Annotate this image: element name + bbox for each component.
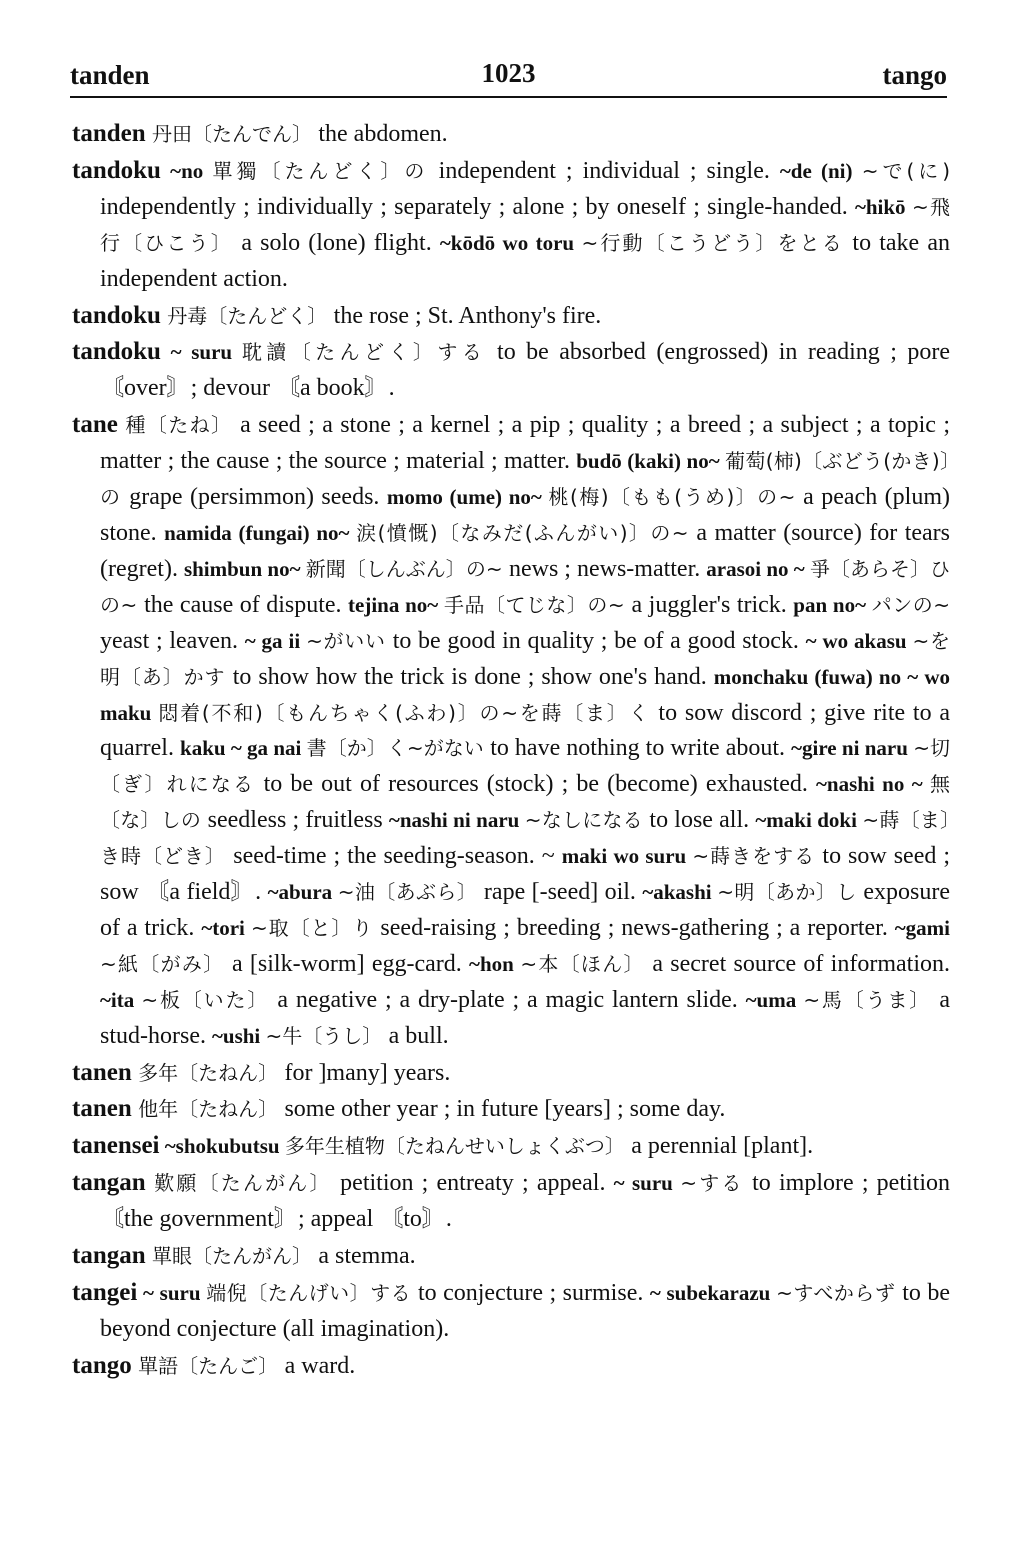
- japanese-text: 耽讀〔たんどく〕する: [241, 340, 498, 365]
- japanese-text: 丹田〔たんでん〕: [145, 122, 319, 146]
- definition-text: a peach (plum) stone.: [100, 484, 950, 546]
- definition-text: a ward.: [284, 1352, 356, 1379]
- definition-text: independent ; individual ; single.: [438, 157, 780, 184]
- japanese-text: ~油〔あぶら〕: [337, 880, 484, 905]
- romaji-phrase: monchaku (fuwa) no ~ wo maku: [100, 664, 951, 725]
- dictionary-entry: [72, 334, 950, 407]
- entry-headword: tandoku: [72, 338, 161, 366]
- japanese-text: ~取〔と〕り: [251, 915, 381, 940]
- japanese-text: ~飛行〔ひこう〕: [100, 194, 950, 255]
- dictionary-entry: [72, 1238, 950, 1275]
- definition-text: a seed ; a stone ; a kernel ; a pip ; quality ; a breed ; a subject ; a topic ; matter ; the cause ; the source ; material ; matter.: [100, 412, 950, 475]
- definition-text: the cause of dispute.: [144, 591, 349, 618]
- definition-text: to lose all.: [649, 807, 756, 834]
- japanese-text: 爭〔あらそ〕ひの~: [100, 556, 950, 617]
- japanese-text: ~馬〔うま〕: [803, 987, 940, 1012]
- entry-headword: tangei: [72, 1279, 138, 1306]
- japanese-text: ~を明〔あ〕かす: [100, 628, 950, 689]
- japanese-text: ~蒔〔ま〕き時〔どき〕: [100, 808, 951, 869]
- romaji-phrase: shimbun no~: [183, 556, 306, 581]
- romaji-phrase: ~ subekarazu: [649, 1281, 777, 1305]
- definition-text: to be good in quality ; be of a good stock.: [392, 627, 806, 654]
- dictionary-entry: [72, 1165, 950, 1238]
- right-guide-word: tango: [882, 60, 947, 90]
- definition-text: a stemma.: [318, 1243, 416, 1270]
- japanese-text: ~行動〔こうどう〕をとる: [581, 230, 853, 255]
- japanese-text: ~がいい: [306, 628, 393, 653]
- japanese-text: 無〔な〕しの: [100, 772, 950, 833]
- romaji-phrase: ~gami: [894, 915, 950, 940]
- japanese-text: パンの~: [871, 592, 950, 617]
- romaji-phrase: ~nashi no ~: [815, 772, 930, 797]
- definition-text: a stud-horse.: [100, 986, 950, 1049]
- romaji-phrase: ~ suru: [613, 1171, 681, 1196]
- romaji-phrase: ~ wo akasu: [805, 628, 913, 653]
- romaji-phrase: ~ ga ii: [244, 628, 307, 653]
- romaji-phrase: ~abura: [267, 880, 338, 905]
- definition-text: the abdomen.: [318, 121, 448, 147]
- romaji-phrase: ~ushi: [211, 1023, 266, 1048]
- romaji-phrase: ~ita: [100, 987, 142, 1012]
- romaji-phrase: ~ suru: [160, 340, 242, 365]
- dictionary-entry: [72, 1091, 950, 1128]
- japanese-text: ~なしになる: [524, 808, 650, 833]
- japanese-text: ~紙〔がみ〕: [100, 951, 232, 976]
- definition-text: rape [-seed] oil.: [483, 879, 643, 906]
- japanese-text: 單眼〔たんがん〕: [145, 1244, 319, 1269]
- japanese-text: 他年〔たねん〕: [131, 1097, 285, 1122]
- romaji-phrase: momo (ume) no~: [386, 485, 549, 510]
- entry-headword: tandoku: [72, 156, 161, 184]
- japanese-text: ~蒔きをする: [692, 844, 823, 869]
- definition-text: to sow discord ; give rite to a quarrel.: [100, 699, 951, 762]
- romaji-phrase: ~nashi ni naru: [388, 808, 525, 833]
- japanese-text: ~板〔いた〕: [141, 987, 278, 1012]
- japanese-text: 手品〔てじな〕の~: [443, 592, 632, 617]
- entry-headword: tangan: [72, 1242, 146, 1270]
- page-header: [70, 58, 947, 98]
- definition-text: to be beyond conjecture (all imagination).: [100, 1280, 950, 1342]
- definition-text: a solo (lone) flight.: [241, 229, 440, 256]
- entry-headword: tane: [72, 411, 118, 439]
- romaji-phrase: budō (kaki) no~: [576, 449, 726, 474]
- definition-text: exposure of a trick.: [100, 879, 950, 941]
- romaji-phrase: kaku ~ ga nai: [180, 736, 307, 761]
- romaji-phrase: ~tori: [201, 915, 252, 940]
- definition-text: to conjecture ; surmise.: [417, 1280, 650, 1306]
- japanese-text: 書〔か〕く~がない: [306, 736, 491, 761]
- entry-headword: tanen: [72, 1095, 132, 1123]
- entry-headword: tanensei: [72, 1132, 160, 1160]
- definition-text: independently ; individually ; separately ; alone ; by oneself ; single-handed.: [100, 193, 855, 220]
- entry-list: [72, 116, 950, 1385]
- romaji-phrase: namida (fungai) no~: [164, 520, 357, 545]
- japanese-text: 多年〔たねん〕: [131, 1060, 285, 1085]
- romaji-phrase: ~maki doki: [755, 808, 863, 833]
- japanese-text: ~で(に): [861, 158, 951, 183]
- definition-text: a [silk-worm] egg-card.: [232, 950, 470, 977]
- dictionary-entry: [72, 1128, 950, 1165]
- definition-text: a bull.: [388, 1022, 449, 1049]
- definition-text: to implore ; petition 〘the government〙; appeal 〘to〙.: [100, 1170, 950, 1233]
- definition-text: yeast ; leaven.: [100, 627, 245, 654]
- japanese-text: 種〔たね〕: [117, 413, 241, 438]
- japanese-text: 單獨〔たんどく〕の: [212, 158, 439, 183]
- japanese-text: 單語〔たんご〕: [131, 1353, 285, 1378]
- japanese-text: 丹毒〔たんどく〕: [160, 303, 334, 328]
- definition-text: for ]many] years.: [284, 1059, 451, 1086]
- romaji-phrase: arasoi no ~: [706, 556, 810, 581]
- japanese-text: 桃(梅)〔もも(うめ)〕の~: [548, 485, 804, 510]
- definition-text: to take an independent action.: [100, 229, 950, 292]
- romaji-phrase: ~gire ni naru: [791, 736, 914, 761]
- definition-text: a juggler's trick.: [631, 591, 794, 618]
- japanese-text: ~すべからず: [776, 1281, 903, 1305]
- definition-text: the rose ; St. Anthony's fire.: [333, 302, 602, 329]
- japanese-text: ~する: [680, 1171, 753, 1196]
- entry-headword: tango: [72, 1351, 132, 1379]
- japanese-text: 涙(憤慨)〔なみだ(ふんがい)〕の~: [356, 520, 697, 545]
- japanese-text: 端倪〔たんげい〕する: [206, 1281, 418, 1305]
- definition-text: a negative ; a dry-plate ; a magic lantern slide.: [277, 986, 746, 1013]
- definition-text: to sow seed ; sow 〘a field〙.: [100, 843, 951, 906]
- japanese-text: 葡萄(柿)〔ぶどう(かき)〕の: [100, 449, 950, 510]
- definition-text: seed-time ; the seeding-season. ~: [233, 843, 562, 870]
- definition-text: some other year ; in future [years] ; some day.: [284, 1096, 726, 1123]
- definition-text: a matter (source) for tears (regret).: [100, 519, 950, 582]
- definition-text: seedless ; fruitless: [207, 807, 389, 834]
- entry-headword: tangan: [72, 1169, 146, 1197]
- dictionary-entry: [72, 1348, 950, 1385]
- romaji-phrase: pan no~: [793, 592, 872, 617]
- romaji-phrase: ~hikō: [854, 194, 913, 219]
- page-number: 1023: [481, 58, 536, 88]
- definition-text: to be out of resources (stock) ; be (become) exhausted.: [263, 771, 816, 798]
- dictionary-entry: [72, 407, 950, 1054]
- definition-text: news ; news-matter.: [508, 555, 707, 582]
- japanese-text: ~切〔ぎ〕れになる: [100, 736, 950, 797]
- definition-text: to show how the trick is done ; show one's hand.: [232, 663, 714, 690]
- dictionary-entry: [72, 116, 950, 153]
- romaji-phrase: ~hon: [469, 951, 521, 976]
- romaji-phrase: ~uma: [745, 987, 804, 1012]
- romaji-phrase: ~no: [160, 158, 213, 183]
- japanese-text: 歎願〔たんがん〕: [145, 1171, 341, 1196]
- dictionary-entry: [72, 298, 950, 335]
- definition-text: a perennial [plant].: [631, 1133, 814, 1160]
- japanese-text: ~本〔ほん〕: [520, 951, 653, 976]
- definition-text: to be absorbed (engrossed) in reading ; pore 〘over〙; devour 〘a book〙.: [100, 339, 951, 402]
- romaji-phrase: ~akashi: [642, 880, 718, 905]
- entry-headword: tanden: [72, 120, 146, 147]
- left-guide-word: tanden: [70, 60, 150, 90]
- romaji-phrase: maki wo suru: [561, 844, 693, 869]
- definition-text: seed-raising ; breeding ; news-gathering ; a reporter.: [380, 914, 895, 941]
- japanese-text: 多年生植物〔たねんせいしょくぶつ〕: [284, 1134, 632, 1159]
- entry-headword: tandoku: [72, 301, 161, 329]
- definition-text: to have nothing to write about.: [490, 735, 792, 762]
- definition-text: petition ; entreaty ; appeal.: [340, 1170, 614, 1197]
- definition-text: a secret source of information.: [652, 950, 950, 977]
- dictionary-entry: [72, 153, 950, 298]
- dictionary-entry: [72, 1275, 950, 1348]
- entry-headword: tanen: [72, 1058, 132, 1086]
- dictionary-entry: [72, 1055, 950, 1092]
- romaji-phrase: ~de (ni): [779, 158, 862, 183]
- japanese-text: ~牛〔うし〕: [265, 1023, 389, 1048]
- romaji-phrase: tejina no~: [348, 592, 444, 617]
- romaji-phrase: ~shokubutsu: [159, 1134, 285, 1159]
- romaji-phrase: ~kōdō wo toru: [439, 230, 582, 255]
- romaji-phrase: ~ suru: [137, 1281, 207, 1305]
- japanese-text: 新聞〔しんぶん〕の~: [305, 556, 509, 581]
- definition-text: grape (persimmon) seeds.: [129, 484, 387, 511]
- japanese-text: 悶着(不和)〔もんちゃく(ふわ)〕の~を蒔〔ま〕く: [158, 700, 659, 725]
- japanese-text: ~明〔あか〕し: [717, 880, 864, 905]
